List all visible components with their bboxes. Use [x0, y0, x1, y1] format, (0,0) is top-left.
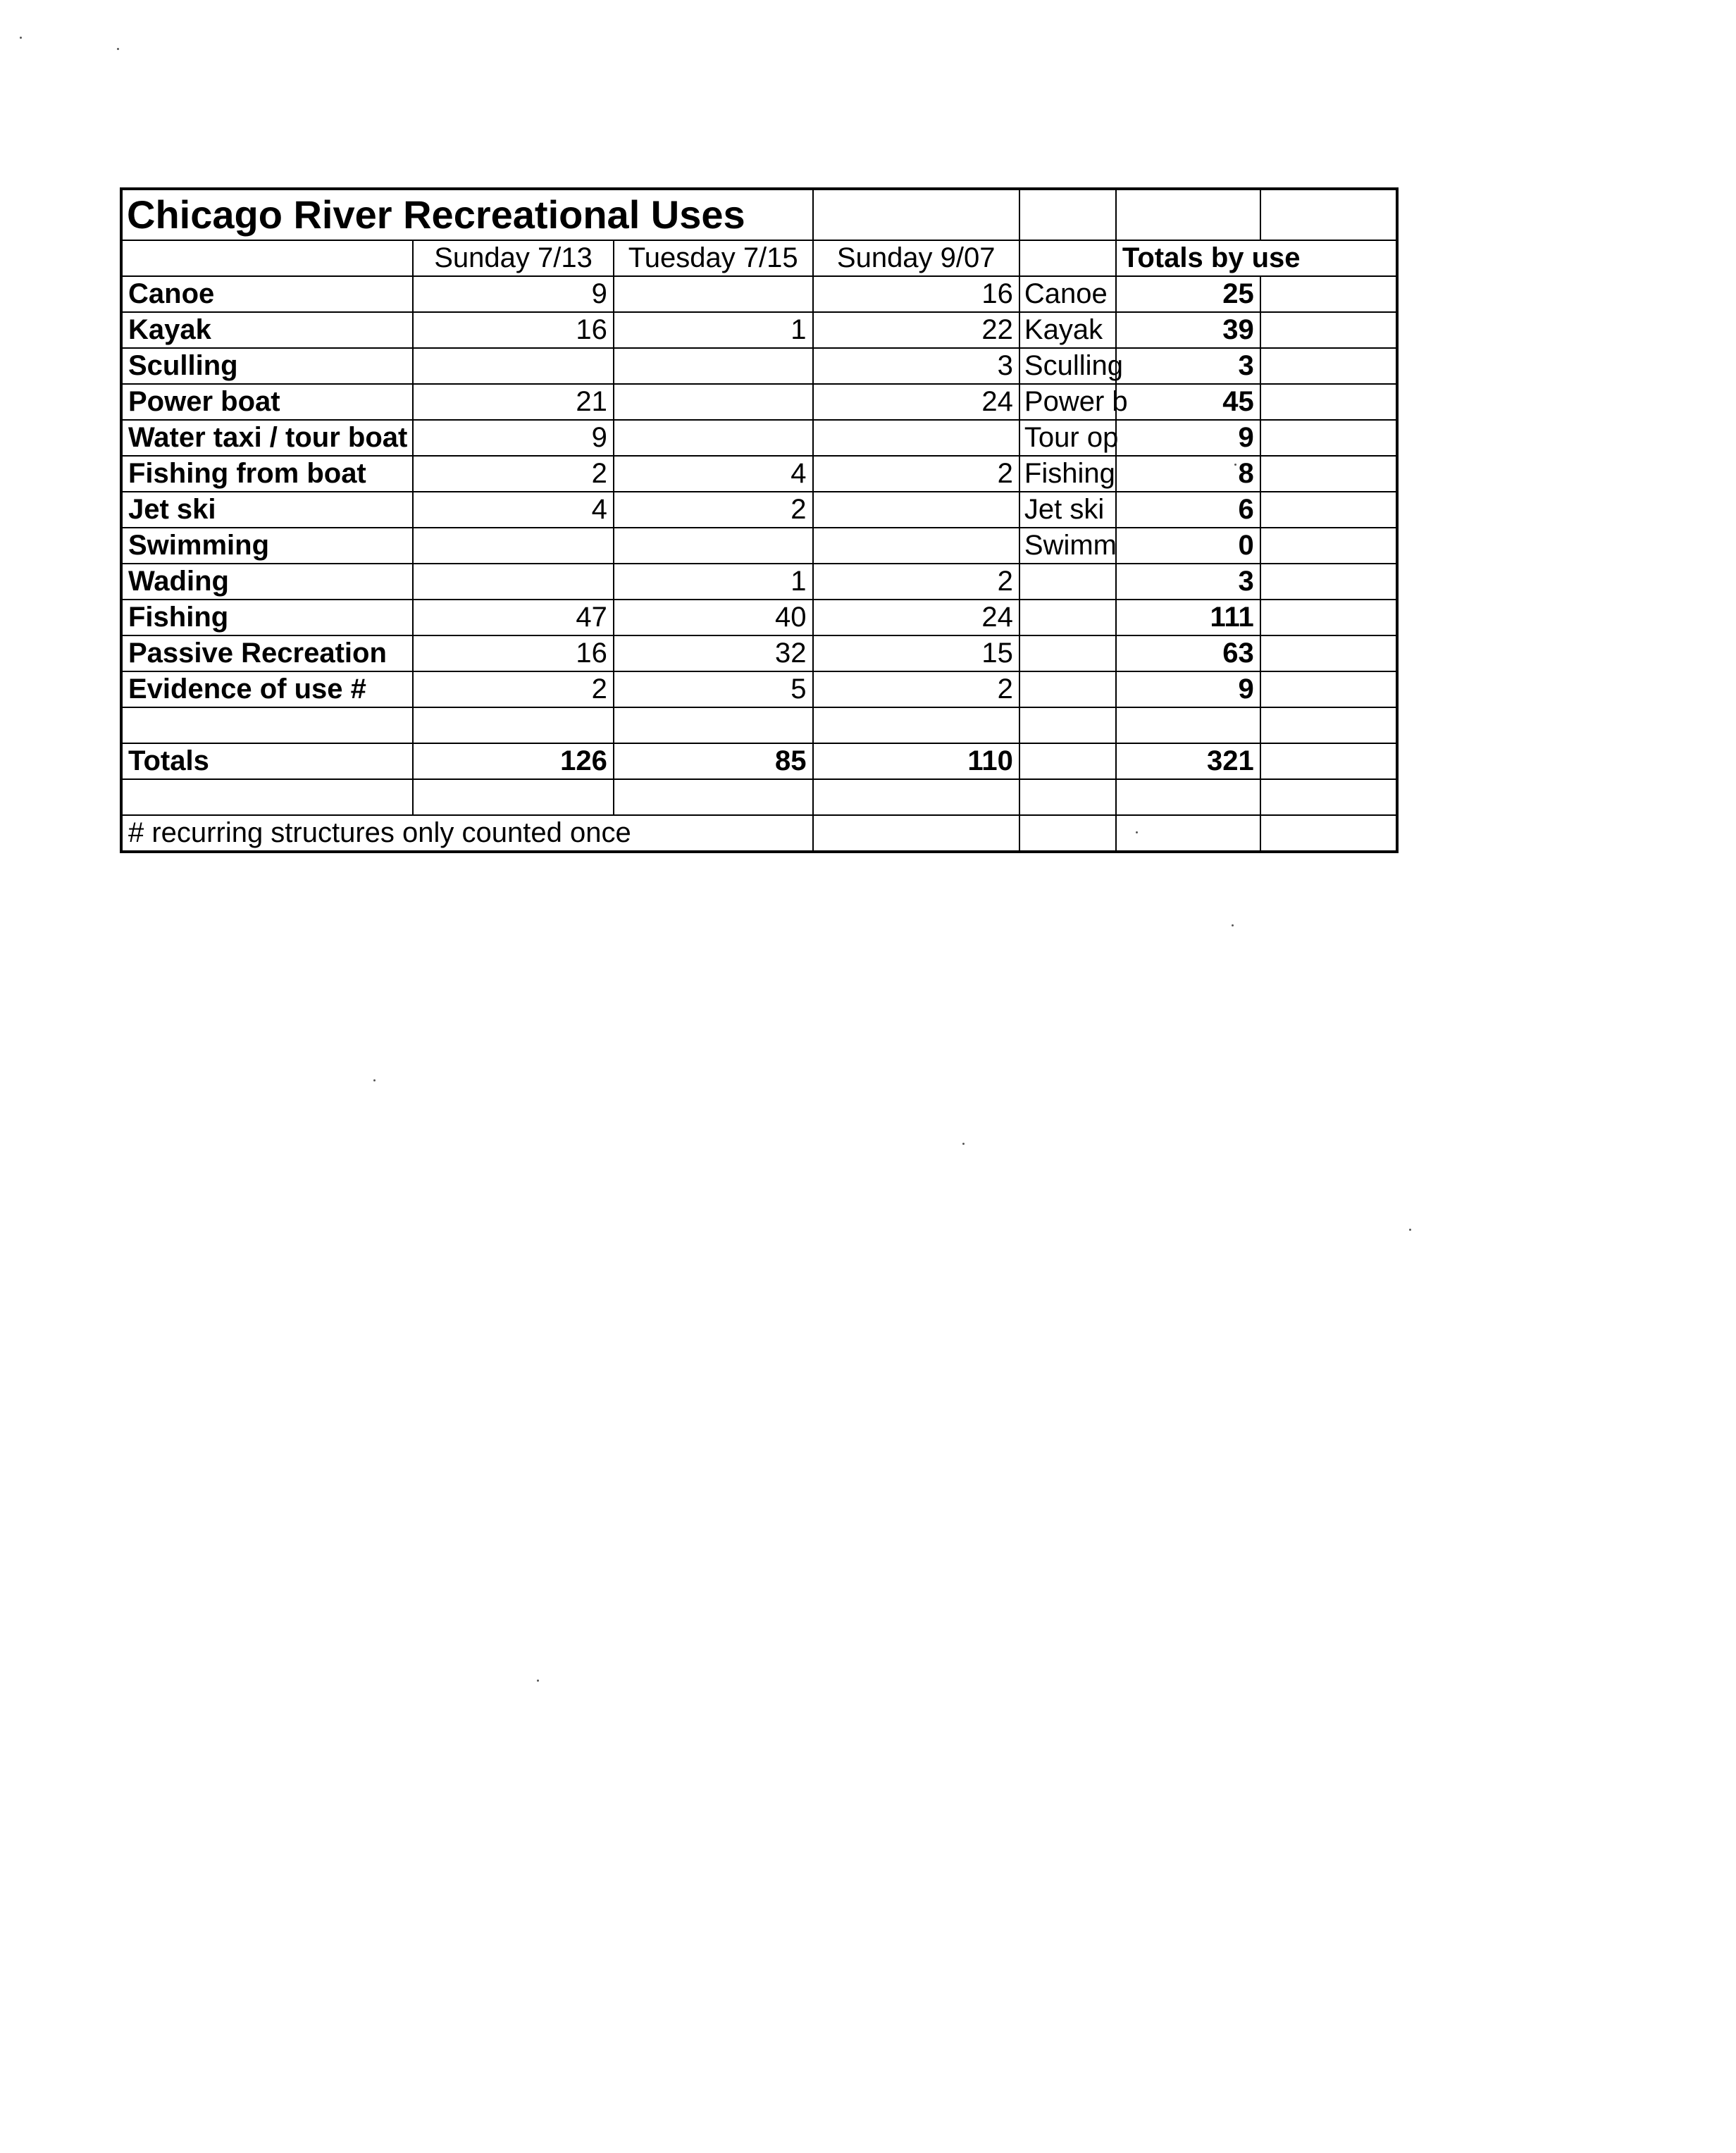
- totals-row: [121, 743, 1397, 779]
- cell-short-label: [1019, 635, 1116, 671]
- total-day3: 110: [813, 743, 1019, 779]
- cell-day3: [813, 528, 1019, 564]
- spacer-row: [121, 707, 1397, 743]
- empty-cell: [1116, 815, 1260, 852]
- row-label: Jet ski: [121, 492, 413, 528]
- empty-cell: [121, 707, 413, 743]
- cell-day3: 16: [813, 276, 1019, 312]
- total-day2: 85: [614, 743, 813, 779]
- cell-total-by-use: 111: [1116, 600, 1260, 635]
- cell-day1: 21: [413, 384, 614, 420]
- empty-cell: [1019, 815, 1116, 852]
- empty-cell: [1260, 779, 1397, 815]
- cell-day1: [413, 348, 614, 384]
- cell-short-label: [1019, 671, 1116, 707]
- cell-day2: [614, 348, 813, 384]
- column-header-totals-by-use: Totals by use: [1116, 240, 1397, 276]
- header-row: [121, 240, 1397, 276]
- row-label: Swimming: [121, 528, 413, 564]
- column-header-day1: Sunday 7/13: [413, 240, 614, 276]
- cell-short-label: Tour op: [1019, 420, 1116, 456]
- cell-day2: [614, 420, 813, 456]
- cell-day3: 24: [813, 600, 1019, 635]
- empty-cell: [121, 240, 413, 276]
- cell-short-label: [1019, 564, 1116, 600]
- cell-total-by-use: 3: [1116, 564, 1260, 600]
- cell-day2: 1: [614, 312, 813, 348]
- row-label: Fishing: [121, 600, 413, 635]
- empty-cell: [1260, 276, 1397, 312]
- cell-short-label: Fishing: [1019, 456, 1116, 492]
- recreational-uses-table: [120, 187, 1399, 853]
- cell-short-label: Swimm: [1019, 528, 1116, 564]
- cell-day2: 32: [614, 635, 813, 671]
- empty-cell: [1260, 707, 1397, 743]
- cell-total-by-use: 45: [1116, 384, 1260, 420]
- row-label: Water taxi / tour boat: [121, 420, 413, 456]
- empty-cell: [1260, 456, 1397, 492]
- footnote-row: [121, 815, 1397, 852]
- grand-total: 321: [1116, 743, 1260, 779]
- row-label: Sculling: [121, 348, 413, 384]
- empty-cell: [413, 779, 614, 815]
- cell-day1: [413, 564, 614, 600]
- row-label: Canoe: [121, 276, 413, 312]
- cell-day3: 15: [813, 635, 1019, 671]
- row-label: Wading: [121, 564, 413, 600]
- empty-cell: [1019, 707, 1116, 743]
- table-row: [121, 492, 1397, 528]
- column-header-day3: Sunday 9/07: [813, 240, 1019, 276]
- empty-cell: [1260, 743, 1397, 779]
- empty-cell: [1260, 384, 1397, 420]
- cell-day1: [413, 528, 614, 564]
- empty-cell: [614, 779, 813, 815]
- totals-label: Totals: [121, 743, 413, 779]
- empty-cell: [1260, 815, 1397, 852]
- cell-total-by-use: 3: [1116, 348, 1260, 384]
- scan-speck: [1234, 464, 1236, 466]
- empty-cell: [1260, 528, 1397, 564]
- empty-cell: [813, 189, 1019, 240]
- empty-cell: [1260, 600, 1397, 635]
- cell-day3: 24: [813, 384, 1019, 420]
- table-row: [121, 671, 1397, 707]
- cell-short-label: Kayak: [1019, 312, 1116, 348]
- cell-short-label: Power b: [1019, 384, 1116, 420]
- cell-short-label: [1019, 600, 1116, 635]
- cell-total-by-use: 9: [1116, 671, 1260, 707]
- scan-speck: [20, 37, 22, 39]
- empty-cell: [813, 815, 1019, 852]
- table-row: [121, 564, 1397, 600]
- cell-day1: 16: [413, 312, 614, 348]
- scan-speck: [537, 1680, 539, 1682]
- scan-speck: [1232, 924, 1234, 926]
- cell-day1: 9: [413, 276, 614, 312]
- table-title: Chicago River Recreational Uses: [121, 189, 813, 240]
- column-header-day2: Tuesday 7/15: [614, 240, 813, 276]
- cell-total-by-use: 6: [1116, 492, 1260, 528]
- cell-day3: [813, 420, 1019, 456]
- row-label: Kayak: [121, 312, 413, 348]
- cell-total-by-use: 39: [1116, 312, 1260, 348]
- empty-cell: [1019, 240, 1116, 276]
- scan-speck: [373, 1079, 376, 1081]
- table-row: [121, 456, 1397, 492]
- row-label: Fishing from boat: [121, 456, 413, 492]
- cell-day3: 2: [813, 456, 1019, 492]
- table-row: [121, 420, 1397, 456]
- cell-day1: 4: [413, 492, 614, 528]
- empty-cell: [1260, 312, 1397, 348]
- empty-cell: [1116, 707, 1260, 743]
- empty-cell: [813, 707, 1019, 743]
- cell-day3: 3: [813, 348, 1019, 384]
- cell-total-by-use: 0: [1116, 528, 1260, 564]
- cell-day3: [813, 492, 1019, 528]
- empty-cell: [1260, 348, 1397, 384]
- cell-total-by-use: 63: [1116, 635, 1260, 671]
- empty-cell: [1019, 779, 1116, 815]
- cell-total-by-use: 8: [1116, 456, 1260, 492]
- empty-cell: [1116, 779, 1260, 815]
- row-label: Power boat: [121, 384, 413, 420]
- cell-day3: 2: [813, 671, 1019, 707]
- cell-day2: [614, 528, 813, 564]
- table-row: [121, 276, 1397, 312]
- cell-total-by-use: 9: [1116, 420, 1260, 456]
- table-row: [121, 635, 1397, 671]
- title-row: [121, 189, 1397, 240]
- empty-cell: [1019, 189, 1116, 240]
- spreadsheet: [120, 187, 1399, 853]
- cell-day3: 22: [813, 312, 1019, 348]
- cell-short-label: Jet ski: [1019, 492, 1116, 528]
- row-label: Passive Recreation: [121, 635, 413, 671]
- cell-short-label: Sculling: [1019, 348, 1116, 384]
- cell-day2: 40: [614, 600, 813, 635]
- empty-cell: [1260, 671, 1397, 707]
- empty-cell: [1260, 492, 1397, 528]
- cell-day1: 2: [413, 671, 614, 707]
- cell-day2: 2: [614, 492, 813, 528]
- empty-cell: [1260, 189, 1397, 240]
- empty-cell: [121, 779, 413, 815]
- cell-day2: 1: [614, 564, 813, 600]
- table-row: [121, 600, 1397, 635]
- cell-day2: 5: [614, 671, 813, 707]
- cell-day1: 47: [413, 600, 614, 635]
- empty-cell: [1019, 743, 1116, 779]
- table-row: [121, 384, 1397, 420]
- empty-cell: [413, 707, 614, 743]
- cell-day1: 2: [413, 456, 614, 492]
- empty-cell: [1260, 564, 1397, 600]
- total-day1: 126: [413, 743, 614, 779]
- cell-day1: 9: [413, 420, 614, 456]
- row-label: Evidence of use #: [121, 671, 413, 707]
- spacer-row: [121, 779, 1397, 815]
- scan-speck: [1136, 831, 1138, 833]
- cell-day2: 4: [614, 456, 813, 492]
- cell-day2: [614, 276, 813, 312]
- empty-cell: [1260, 635, 1397, 671]
- cell-day3: 2: [813, 564, 1019, 600]
- table-row: [121, 312, 1397, 348]
- scan-speck: [962, 1143, 965, 1145]
- cell-short-label: Canoe: [1019, 276, 1116, 312]
- empty-cell: [614, 707, 813, 743]
- scan-speck: [117, 48, 119, 50]
- cell-day1: 16: [413, 635, 614, 671]
- empty-cell: [1260, 420, 1397, 456]
- footnote: # recurring structures only counted once: [121, 815, 813, 852]
- table-row: [121, 528, 1397, 564]
- table-row: [121, 348, 1397, 384]
- cell-total-by-use: 25: [1116, 276, 1260, 312]
- cell-day2: [614, 384, 813, 420]
- empty-cell: [813, 779, 1019, 815]
- scan-speck: [1409, 1229, 1411, 1231]
- empty-cell: [1116, 189, 1260, 240]
